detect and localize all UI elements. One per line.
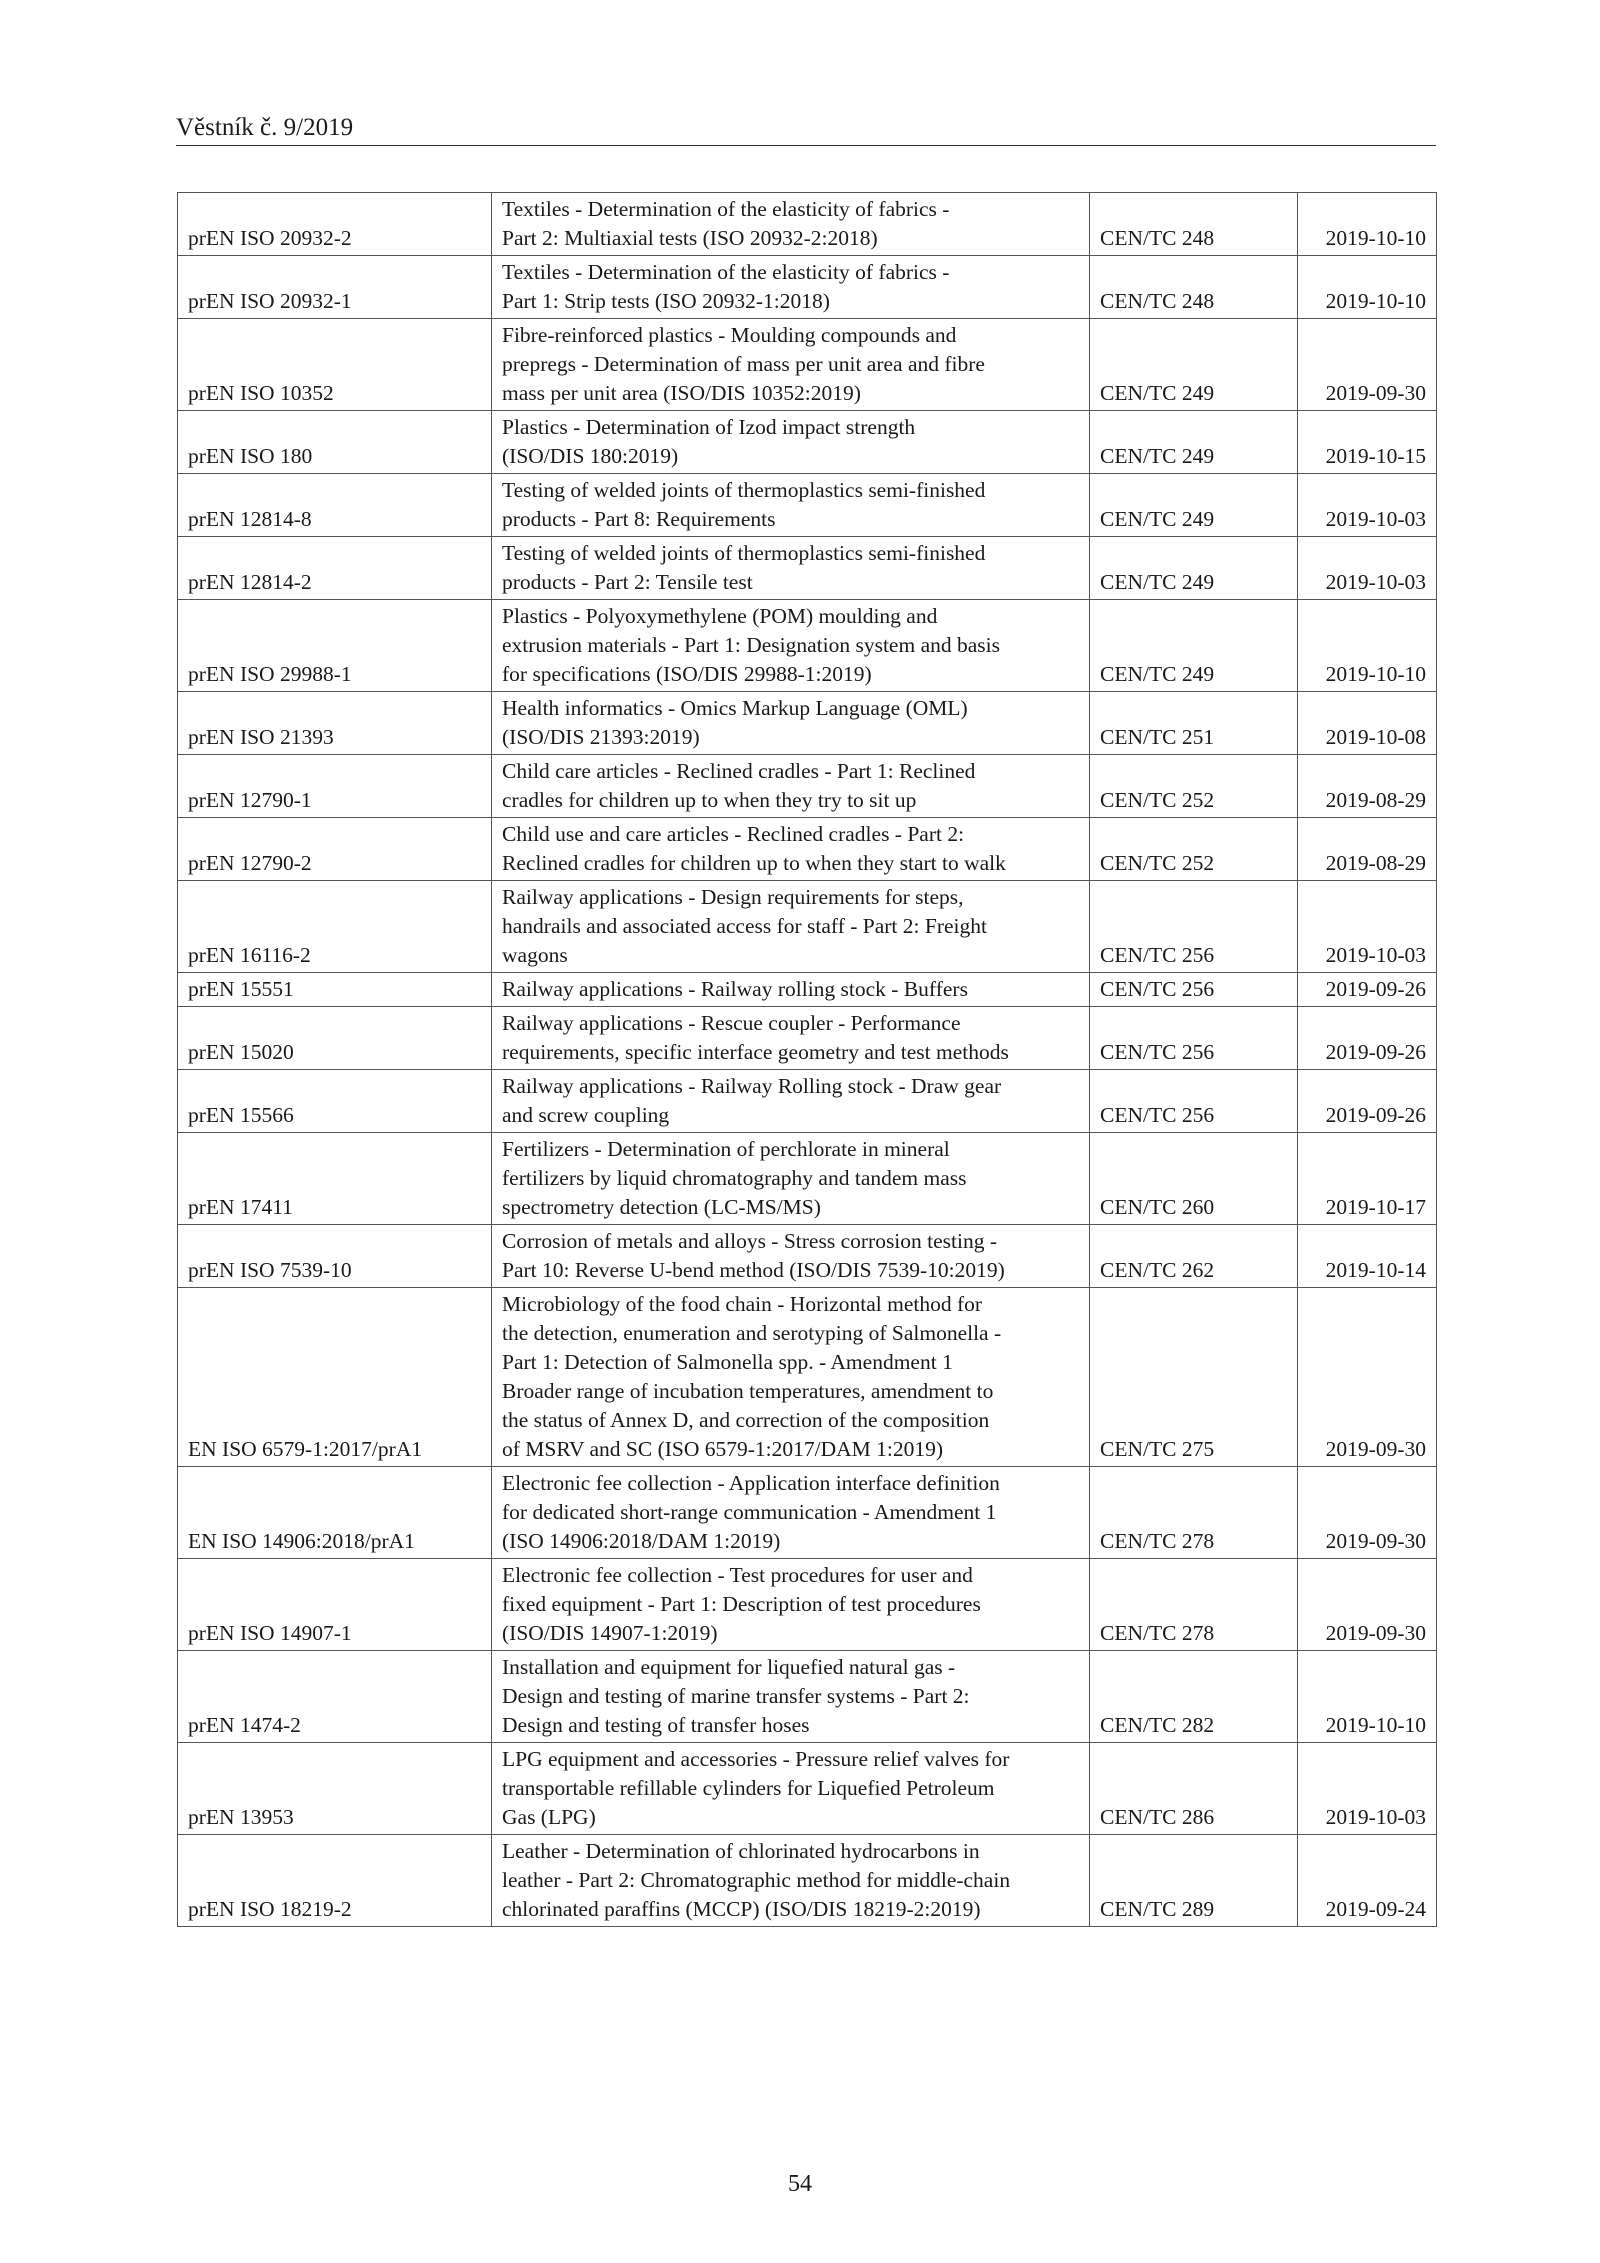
- standard-title: [492, 600, 1090, 692]
- title-line: Broader range of incubation temperatures, amendment to: [502, 1379, 994, 1403]
- technical-committee: CEN/TC 251: [1090, 692, 1298, 755]
- standard-title: [492, 256, 1090, 319]
- title-line: Gas (LPG): [502, 1805, 596, 1829]
- technical-committee: CEN/TC 249: [1090, 474, 1298, 537]
- title-line: Electronic fee collection - Test procedures for user and: [502, 1563, 973, 1587]
- technical-committee: CEN/TC 249: [1090, 537, 1298, 600]
- title-line: Design and testing of marine transfer systems - Part 2:: [502, 1684, 970, 1708]
- table-row: [178, 1559, 1437, 1651]
- page-number: 54: [788, 2171, 812, 2197]
- standard-title: [492, 1007, 1090, 1070]
- title-line: Textiles - Determination of the elasticity of fabrics -: [502, 260, 950, 284]
- title-line: for dedicated short-range communication - Amendment 1: [502, 1500, 997, 1524]
- title-line: Child care articles - Reclined cradles - Part 1: Reclined: [502, 759, 976, 783]
- technical-committee: CEN/TC 248: [1090, 256, 1298, 319]
- deadline-date: 2019-08-29: [1298, 755, 1437, 818]
- title-line: Part 2: Multiaxial tests (ISO 20932-2:2018): [502, 226, 878, 250]
- title-line: fixed equipment - Part 1: Description of test procedures: [502, 1592, 981, 1616]
- title-line: Installation and equipment for liquefied natural gas -: [502, 1655, 956, 1679]
- title-line: Textiles - Determination of the elasticity of fabrics -: [502, 197, 950, 221]
- table-row: [178, 1225, 1437, 1288]
- standard-title: [492, 1743, 1090, 1835]
- standard-code: prEN ISO 10352: [178, 319, 492, 411]
- standard-code: prEN 17411: [178, 1133, 492, 1225]
- standard-title: [492, 881, 1090, 973]
- title-line: Railway applications - Railway Rolling stock - Draw gear: [502, 1074, 1002, 1098]
- technical-committee: CEN/TC 249: [1090, 319, 1298, 411]
- title-line: Testing of welded joints of thermoplastics semi-finished: [502, 478, 986, 502]
- table-row: [178, 1651, 1437, 1743]
- table-row: [178, 193, 1437, 256]
- standard-title: [492, 1559, 1090, 1651]
- title-line: spectrometry detection (LC-MS/MS): [502, 1195, 821, 1219]
- title-line: Design and testing of transfer hoses: [502, 1713, 810, 1737]
- deadline-date: 2019-08-29: [1298, 818, 1437, 881]
- title-line: and screw coupling: [502, 1103, 670, 1127]
- technical-committee: CEN/TC 252: [1090, 818, 1298, 881]
- standards-table-body: [178, 193, 1437, 1927]
- title-line: the status of Annex D, and correction of the composition: [502, 1408, 990, 1432]
- deadline-date: 2019-10-03: [1298, 881, 1437, 973]
- table-row: [178, 973, 1437, 1007]
- standard-code: prEN 15566: [178, 1070, 492, 1133]
- standard-code: prEN ISO 14907-1: [178, 1559, 492, 1651]
- table-row: [178, 474, 1437, 537]
- title-line: for specifications (ISO/DIS 29988-1:2019): [502, 662, 872, 686]
- table-row: [178, 1467, 1437, 1559]
- title-line: of MSRV and SC (ISO 6579-1:2017/DAM 1:2019): [502, 1437, 944, 1461]
- standard-code: prEN 13953: [178, 1743, 492, 1835]
- standard-title: [492, 755, 1090, 818]
- title-line: chlorinated paraffins (MCCP) (ISO/DIS 18219-2:2019): [502, 1897, 981, 1921]
- title-line: (ISO 14906:2018/DAM 1:2019): [502, 1529, 781, 1553]
- title-line: LPG equipment and accessories - Pressure relief valves for: [502, 1747, 1010, 1771]
- standard-title: [492, 319, 1090, 411]
- table-row: [178, 881, 1437, 973]
- title-line: Microbiology of the food chain - Horizontal method for: [502, 1292, 983, 1316]
- title-line: Reclined cradles for children up to when they start to walk: [502, 851, 1006, 875]
- standard-title: [492, 818, 1090, 881]
- technical-committee: CEN/TC 249: [1090, 600, 1298, 692]
- deadline-date: 2019-09-30: [1298, 1467, 1437, 1559]
- technical-committee: CEN/TC 262: [1090, 1225, 1298, 1288]
- standard-code: prEN ISO 29988-1: [178, 600, 492, 692]
- title-line: Fibre-reinforced plastics - Moulding compounds and: [502, 323, 957, 347]
- title-line: Leather - Determination of chlorinated hydrocarbons in: [502, 1839, 980, 1863]
- standard-title: [492, 973, 1090, 1007]
- deadline-date: 2019-10-14: [1298, 1225, 1437, 1288]
- title-line: requirements, specific interface geometry and test methods: [502, 1040, 1009, 1064]
- title-line: (ISO/DIS 180:2019): [502, 444, 679, 468]
- table-row: [178, 755, 1437, 818]
- title-line: Plastics - Polyoxymethylene (POM) moulding and: [502, 604, 938, 628]
- standard-code: EN ISO 14906:2018/prA1: [178, 1467, 492, 1559]
- title-line: the detection, enumeration and serotyping of Salmonella -: [502, 1321, 1002, 1345]
- standard-title: [492, 1467, 1090, 1559]
- standard-code: prEN ISO 20932-1: [178, 256, 492, 319]
- title-line: Railway applications - Design requirements for steps,: [502, 885, 964, 909]
- standard-title: [492, 1288, 1090, 1467]
- deadline-date: 2019-10-17: [1298, 1133, 1437, 1225]
- table-row: [178, 1288, 1437, 1467]
- table-row: [178, 537, 1437, 600]
- title-line: Testing of welded joints of thermoplastics semi-finished: [502, 541, 986, 565]
- page-header: Věstník č. 9/2019: [176, 114, 354, 141]
- table-row: [178, 1835, 1437, 1927]
- technical-committee: CEN/TC 275: [1090, 1288, 1298, 1467]
- standard-code: EN ISO 6579-1:2017/prA1: [178, 1288, 492, 1467]
- standard-title: [492, 1133, 1090, 1225]
- deadline-date: 2019-09-30: [1298, 1559, 1437, 1651]
- title-line: extrusion materials - Part 1: Designation system and basis: [502, 633, 1000, 657]
- title-line: (ISO/DIS 21393:2019): [502, 725, 700, 749]
- standard-code: prEN 12814-2: [178, 537, 492, 600]
- title-line: Corrosion of metals and alloys - Stress corrosion testing -: [502, 1229, 998, 1253]
- title-line: Part 1: Detection of Salmonella spp. - Amendment 1: [502, 1350, 953, 1374]
- title-line: Part 1: Strip tests (ISO 20932-1:2018): [502, 289, 830, 313]
- standards-table: [177, 192, 1437, 1927]
- standard-code: prEN 12790-1: [178, 755, 492, 818]
- technical-committee: CEN/TC 289: [1090, 1835, 1298, 1927]
- title-line: Railway applications - Rescue coupler - Performance: [502, 1011, 961, 1035]
- deadline-date: 2019-10-10: [1298, 1651, 1437, 1743]
- deadline-date: 2019-10-15: [1298, 411, 1437, 474]
- technical-committee: CEN/TC 256: [1090, 1070, 1298, 1133]
- title-line: Part 10: Reverse U-bend method (ISO/DIS 7539-10:2019): [502, 1258, 1005, 1282]
- standard-title: [492, 1225, 1090, 1288]
- title-line: fertilizers by liquid chromatography and tandem mass: [502, 1166, 967, 1190]
- standard-code: prEN 15551: [178, 973, 492, 1007]
- technical-committee: CEN/TC 248: [1090, 193, 1298, 256]
- title-line: Plastics - Determination of Izod impact strength: [502, 415, 916, 439]
- title-line: (ISO/DIS 14907-1:2019): [502, 1621, 718, 1645]
- title-line: wagons: [502, 943, 568, 967]
- deadline-date: 2019-10-03: [1298, 474, 1437, 537]
- standard-title: [492, 1835, 1090, 1927]
- technical-committee: CEN/TC 256: [1090, 1007, 1298, 1070]
- standard-title: [492, 474, 1090, 537]
- technical-committee: CEN/TC 252: [1090, 755, 1298, 818]
- technical-committee: CEN/TC 249: [1090, 411, 1298, 474]
- standard-code: prEN 15020: [178, 1007, 492, 1070]
- header-rule: [176, 145, 1436, 146]
- deadline-date: 2019-09-30: [1298, 319, 1437, 411]
- technical-committee: CEN/TC 286: [1090, 1743, 1298, 1835]
- deadline-date: 2019-09-26: [1298, 1007, 1437, 1070]
- standard-title: [492, 537, 1090, 600]
- deadline-date: 2019-10-10: [1298, 193, 1437, 256]
- title-line: Railway applications - Railway rolling stock - Buffers: [502, 977, 968, 1001]
- standard-code: prEN ISO 180: [178, 411, 492, 474]
- title-line: prepregs - Determination of mass per unit area and fibre: [502, 352, 985, 376]
- table-row: [178, 411, 1437, 474]
- title-line: handrails and associated access for staff - Part 2: Freight: [502, 914, 987, 938]
- standard-title: [492, 193, 1090, 256]
- table-row: [178, 1007, 1437, 1070]
- standard-code: prEN 12814-8: [178, 474, 492, 537]
- standard-title: [492, 692, 1090, 755]
- standard-code: prEN 16116-2: [178, 881, 492, 973]
- standard-code: prEN ISO 7539-10: [178, 1225, 492, 1288]
- deadline-date: 2019-09-30: [1298, 1288, 1437, 1467]
- deadline-date: 2019-09-26: [1298, 1070, 1437, 1133]
- standard-code: prEN 1474-2: [178, 1651, 492, 1743]
- standard-code: prEN ISO 20932-2: [178, 193, 492, 256]
- title-line: mass per unit area (ISO/DIS 10352:2019): [502, 381, 861, 405]
- table-row: [178, 692, 1437, 755]
- technical-committee: CEN/TC 278: [1090, 1467, 1298, 1559]
- technical-committee: CEN/TC 278: [1090, 1559, 1298, 1651]
- title-line: cradles for children up to when they try to sit up: [502, 788, 917, 812]
- technical-committee: CEN/TC 282: [1090, 1651, 1298, 1743]
- standard-title: [492, 1651, 1090, 1743]
- table-row: [178, 319, 1437, 411]
- title-line: Fertilizers - Determination of perchlorate in mineral: [502, 1137, 950, 1161]
- table-row: [178, 600, 1437, 692]
- table-row: [178, 818, 1437, 881]
- title-line: leather - Part 2: Chromatographic method for middle-chain: [502, 1868, 1011, 1892]
- standard-code: prEN ISO 18219-2: [178, 1835, 492, 1927]
- technical-committee: CEN/TC 256: [1090, 973, 1298, 1007]
- table-row: [178, 1133, 1437, 1225]
- table-row: [178, 1743, 1437, 1835]
- title-line: products - Part 8: Requirements: [502, 507, 776, 531]
- standard-title: [492, 1070, 1090, 1133]
- table-row: [178, 1070, 1437, 1133]
- table-row: [178, 256, 1437, 319]
- deadline-date: 2019-10-10: [1298, 600, 1437, 692]
- title-line: Child use and care articles - Reclined cradles - Part 2:: [502, 822, 965, 846]
- deadline-date: 2019-10-03: [1298, 537, 1437, 600]
- title-line: Health informatics - Omics Markup Language (OML): [502, 696, 968, 720]
- deadline-date: 2019-09-24: [1298, 1835, 1437, 1927]
- deadline-date: 2019-10-10: [1298, 256, 1437, 319]
- technical-committee: CEN/TC 256: [1090, 881, 1298, 973]
- technical-committee: CEN/TC 260: [1090, 1133, 1298, 1225]
- standard-code: prEN 12790-2: [178, 818, 492, 881]
- title-line: transportable refillable cylinders for Liquefied Petroleum: [502, 1776, 995, 1800]
- standard-title: [492, 411, 1090, 474]
- deadline-date: 2019-10-03: [1298, 1743, 1437, 1835]
- deadline-date: 2019-10-08: [1298, 692, 1437, 755]
- title-line: products - Part 2: Tensile test: [502, 570, 753, 594]
- standard-code: prEN ISO 21393: [178, 692, 492, 755]
- title-line: Electronic fee collection - Application interface definition: [502, 1471, 1000, 1495]
- deadline-date: 2019-09-26: [1298, 973, 1437, 1007]
